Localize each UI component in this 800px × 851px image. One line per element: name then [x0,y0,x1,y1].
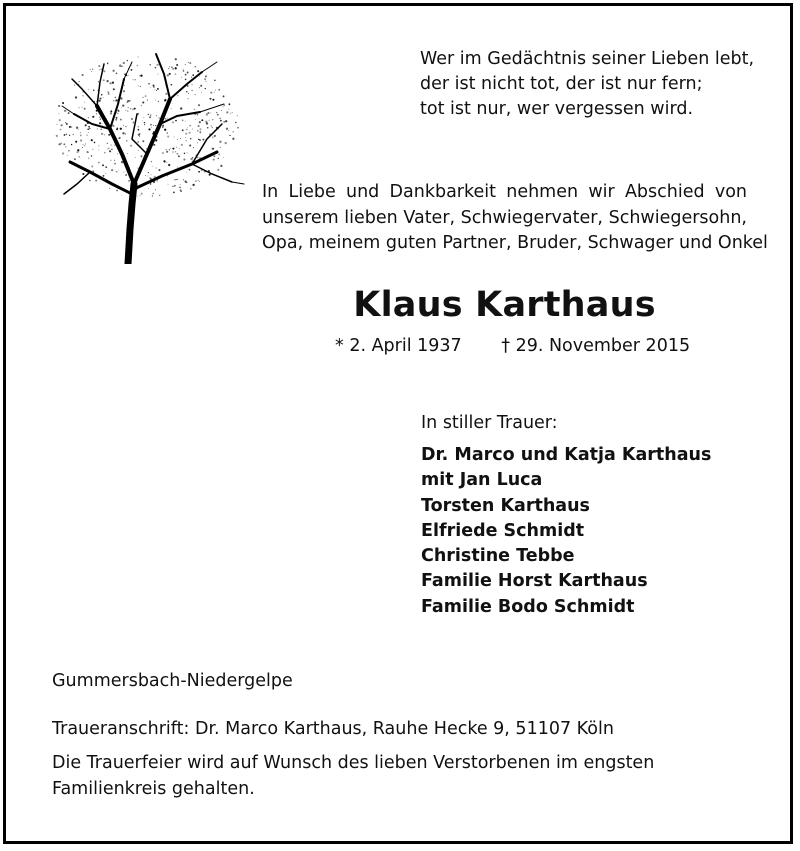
memorial-quote [420,47,754,122]
deceased-name: Klaus Karthaus [353,285,656,325]
farewell-line: unserem lieben Vater, Schwiegervater, Schwiegersohn, [262,207,747,228]
ceremony-note: Die Trauerfeier wird auf Wunsch des lieben Verstorbenen im engsten Familienkreis gehalten. [52,753,655,799]
birth-date: * 2. April 1937 [335,336,462,356]
mourners-heading: In stiller Trauer: [421,413,558,433]
place-name: Gummersbach-Niedergelpe [52,671,293,691]
death-date: † 29. November 2015 [501,336,691,356]
mourner-name: Familie Horst Karthaus [421,571,648,592]
farewell-line: Opa, meinem guten Partner, Bruder, Schwager und Onkel [262,233,768,253]
mourner-name: Dr. Marco und Katja Karthaus [421,445,712,465]
mourners-list [421,443,711,620]
farewell-line: In Liebe und Dankbarkeit nehmen wir Abschied von [262,182,747,202]
mourner-name: Christine Tebbe [421,546,575,567]
life-dates [335,336,690,356]
quote-line: Wer im Gedächtnis seiner Lieben lebt, [420,49,755,69]
quote-line: tot ist nur, wer vergessen wird. [420,99,694,119]
mourner-name: mit Jan Luca [421,470,543,491]
tree-icon [52,44,248,264]
mourner-name: Elfriede Schmidt [421,520,585,541]
mourning-address: Traueranschrift: Dr. Marco Karthaus, Rauhe Hecke 9, 51107 Köln [52,719,614,739]
mourner-name: Familie Bodo Schmidt [421,596,635,617]
quote-line: der ist nicht tot, der ist nur fern; [420,74,703,94]
farewell-text [262,180,768,257]
mourner-name: Torsten Karthaus [421,495,590,516]
